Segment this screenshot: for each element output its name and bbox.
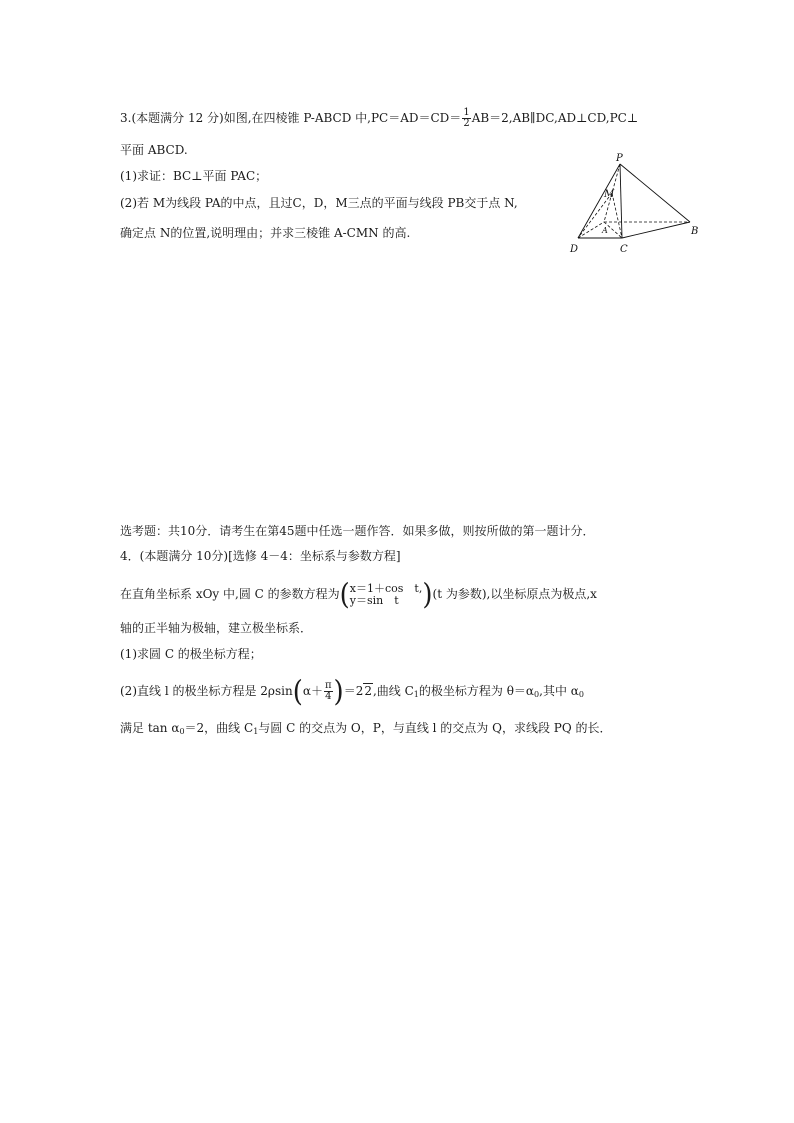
q4-header: 4．(本题满分 10分)[选修 4－4：坐标系与参数方程] — [120, 549, 401, 563]
label-B: B — [691, 226, 699, 237]
q3-part2a: (2)若 M为线段 PA的中点，且过C，D，M三点的平面与线段 PB交于点 N, — [120, 196, 518, 210]
edge-PB — [620, 164, 690, 222]
q3-part1: (1)求证：BC⊥平面 PAC； — [120, 169, 268, 183]
q4-part2: (2)直线 l 的极坐标方程是 2ρsin(α＋ $\frac{\pi}{4}$ )＝22,曲线 $C_1$的极坐标方程为 $\theta=\alpha_0$,其中 $\alpha_0$ — [120, 675, 584, 708]
q4-line2: 轴的正半轴为极轴，建立极坐标系． — [120, 621, 313, 635]
edge-DA — [578, 222, 604, 238]
q4-part1: (1)求圆 C 的极坐标方程； — [120, 647, 262, 661]
pyramid-figure — [566, 152, 706, 262]
q3-header: 3.(本题满分 12 分)如图,在四棱锥 P-ABCD 中,PC＝AD＝CD＝ $\frac{1}{2}$ AB＝2,AB∥DC,AD⊥CD,PC⊥ — [120, 107, 639, 129]
label-D: D — [570, 244, 579, 255]
q4-line1: 在直角坐标系 xOy 中,圆 C 的参数方程为( x＝1＋cos t, y＝sin t )(t 为参数),以坐标原点为极点,x — [120, 578, 597, 611]
q3-line2: 平面 ABCD. — [120, 143, 188, 157]
label-C: C — [620, 244, 628, 255]
edge-PD — [578, 164, 620, 238]
sqrt-2: 2 — [364, 684, 372, 698]
label-M: M — [604, 189, 615, 200]
edge-PC — [620, 164, 622, 238]
label-A: A — [602, 226, 608, 235]
elective-intro: 选考题：共10分．请考生在第45题中任选一题作答．如果多做，则按所做的第一题计分． — [120, 524, 595, 538]
label-P: P — [616, 153, 623, 164]
edge-CB — [622, 222, 690, 238]
fraction-half: $\frac{1}{2}$ — [463, 107, 470, 129]
q4-part3: 满足 $\tan \alpha_0=2$，曲线 $C_1$与圆 C 的交点为 O，P，与直线 l 的交点为 Q，求线段 PQ 的长． — [120, 721, 612, 736]
q3-part2b: 确定点 N的位置,说明理由；并求三棱锥 A-CMN 的高. — [120, 226, 411, 240]
param-equation-system: x＝1＋cos t, y＝sin t — [349, 581, 423, 607]
